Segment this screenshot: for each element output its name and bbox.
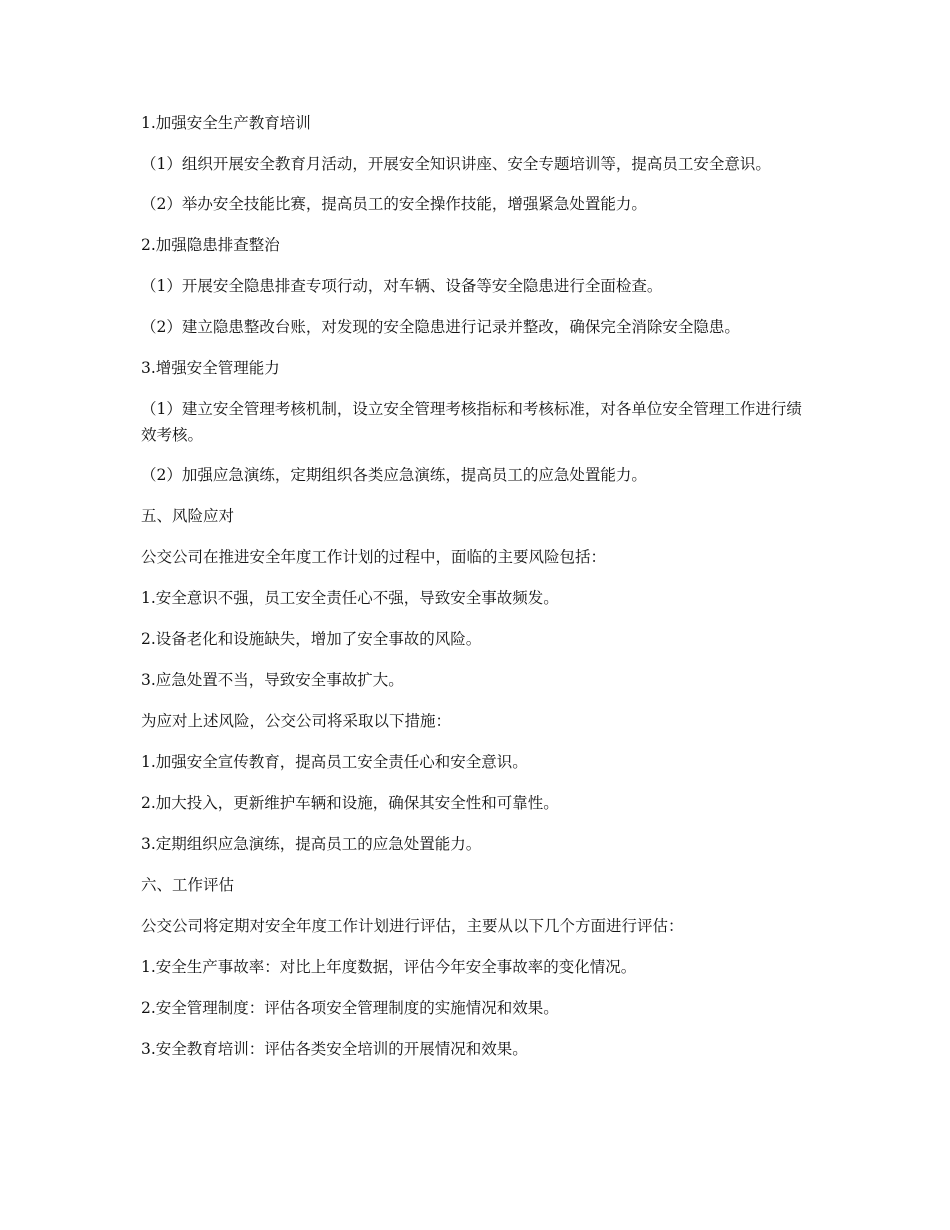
- list-item: 2.安全管理制度：评估各项安全管理制度的实施情况和效果。: [141, 999, 559, 1017]
- list-item: 2.设备老化和设施缺失，增加了安全事故的风险。: [141, 630, 482, 648]
- list-item: 3.安全教育培训：评估各类安全培训的开展情况和效果。: [141, 1040, 528, 1058]
- paragraph: 公交公司在推进安全年度工作计划的过程中，面临的主要风险包括：: [141, 548, 607, 566]
- paragraph: （2）举办安全技能比赛，提高员工的安全操作技能，增强紧急处置能力。: [141, 195, 647, 213]
- paragraph: （1）开展安全隐患排查专项行动，对车辆、设备等安全隐患进行全面检查。: [141, 277, 663, 295]
- paragraph: （1）组织开展安全教育月活动，开展安全知识讲座、安全专题培训等，提高员工安全意识。: [141, 155, 771, 173]
- chapter-heading: 五、风险应对: [141, 507, 235, 525]
- list-item: 2.加大投入，更新维护车辆和设施，确保其安全性和可靠性。: [141, 794, 559, 812]
- paragraph: （2）建立隐患整改台账，对发现的安全隐患进行记录并整改，确保完全消除安全隐患。: [141, 318, 740, 336]
- list-item: 1.加强安全宣传教育，提高员工安全责任心和安全意识。: [141, 753, 528, 771]
- list-item: 3.定期组织应急演练，提高员工的应急处置能力。: [141, 835, 482, 853]
- paragraph: 公交公司将定期对安全年度工作计划进行评估，主要从以下几个方面进行评估：: [141, 917, 684, 935]
- section-heading: 3.增强安全管理能力: [141, 359, 280, 377]
- paragraph: （1）建立安全管理考核机制，设立安全管理考核指标和考核标准，对各单位安全管理工作进行绩效考核。: [141, 400, 802, 444]
- paragraph: （2）加强应急演练，定期组织各类应急演练，提高员工的应急处置能力。: [141, 466, 647, 484]
- section-heading: 2.加强隐患排查整治: [141, 236, 280, 254]
- chapter-heading: 六、工作评估: [141, 876, 235, 894]
- list-item: 1.安全生产事故率：对比上年度数据，评估今年安全事故率的变化情况。: [141, 958, 637, 976]
- list-item: 1.安全意识不强，员工安全责任心不强，导致安全事故频发。: [141, 589, 559, 607]
- paragraph: 为应对上述风险，公交公司将采取以下措施：: [141, 712, 452, 730]
- document-body: [141, 110, 811, 1077]
- section-heading: 1.加强安全生产教育培训: [141, 114, 311, 132]
- list-item: 3.应急处置不当，导致安全事故扩大。: [141, 671, 404, 689]
